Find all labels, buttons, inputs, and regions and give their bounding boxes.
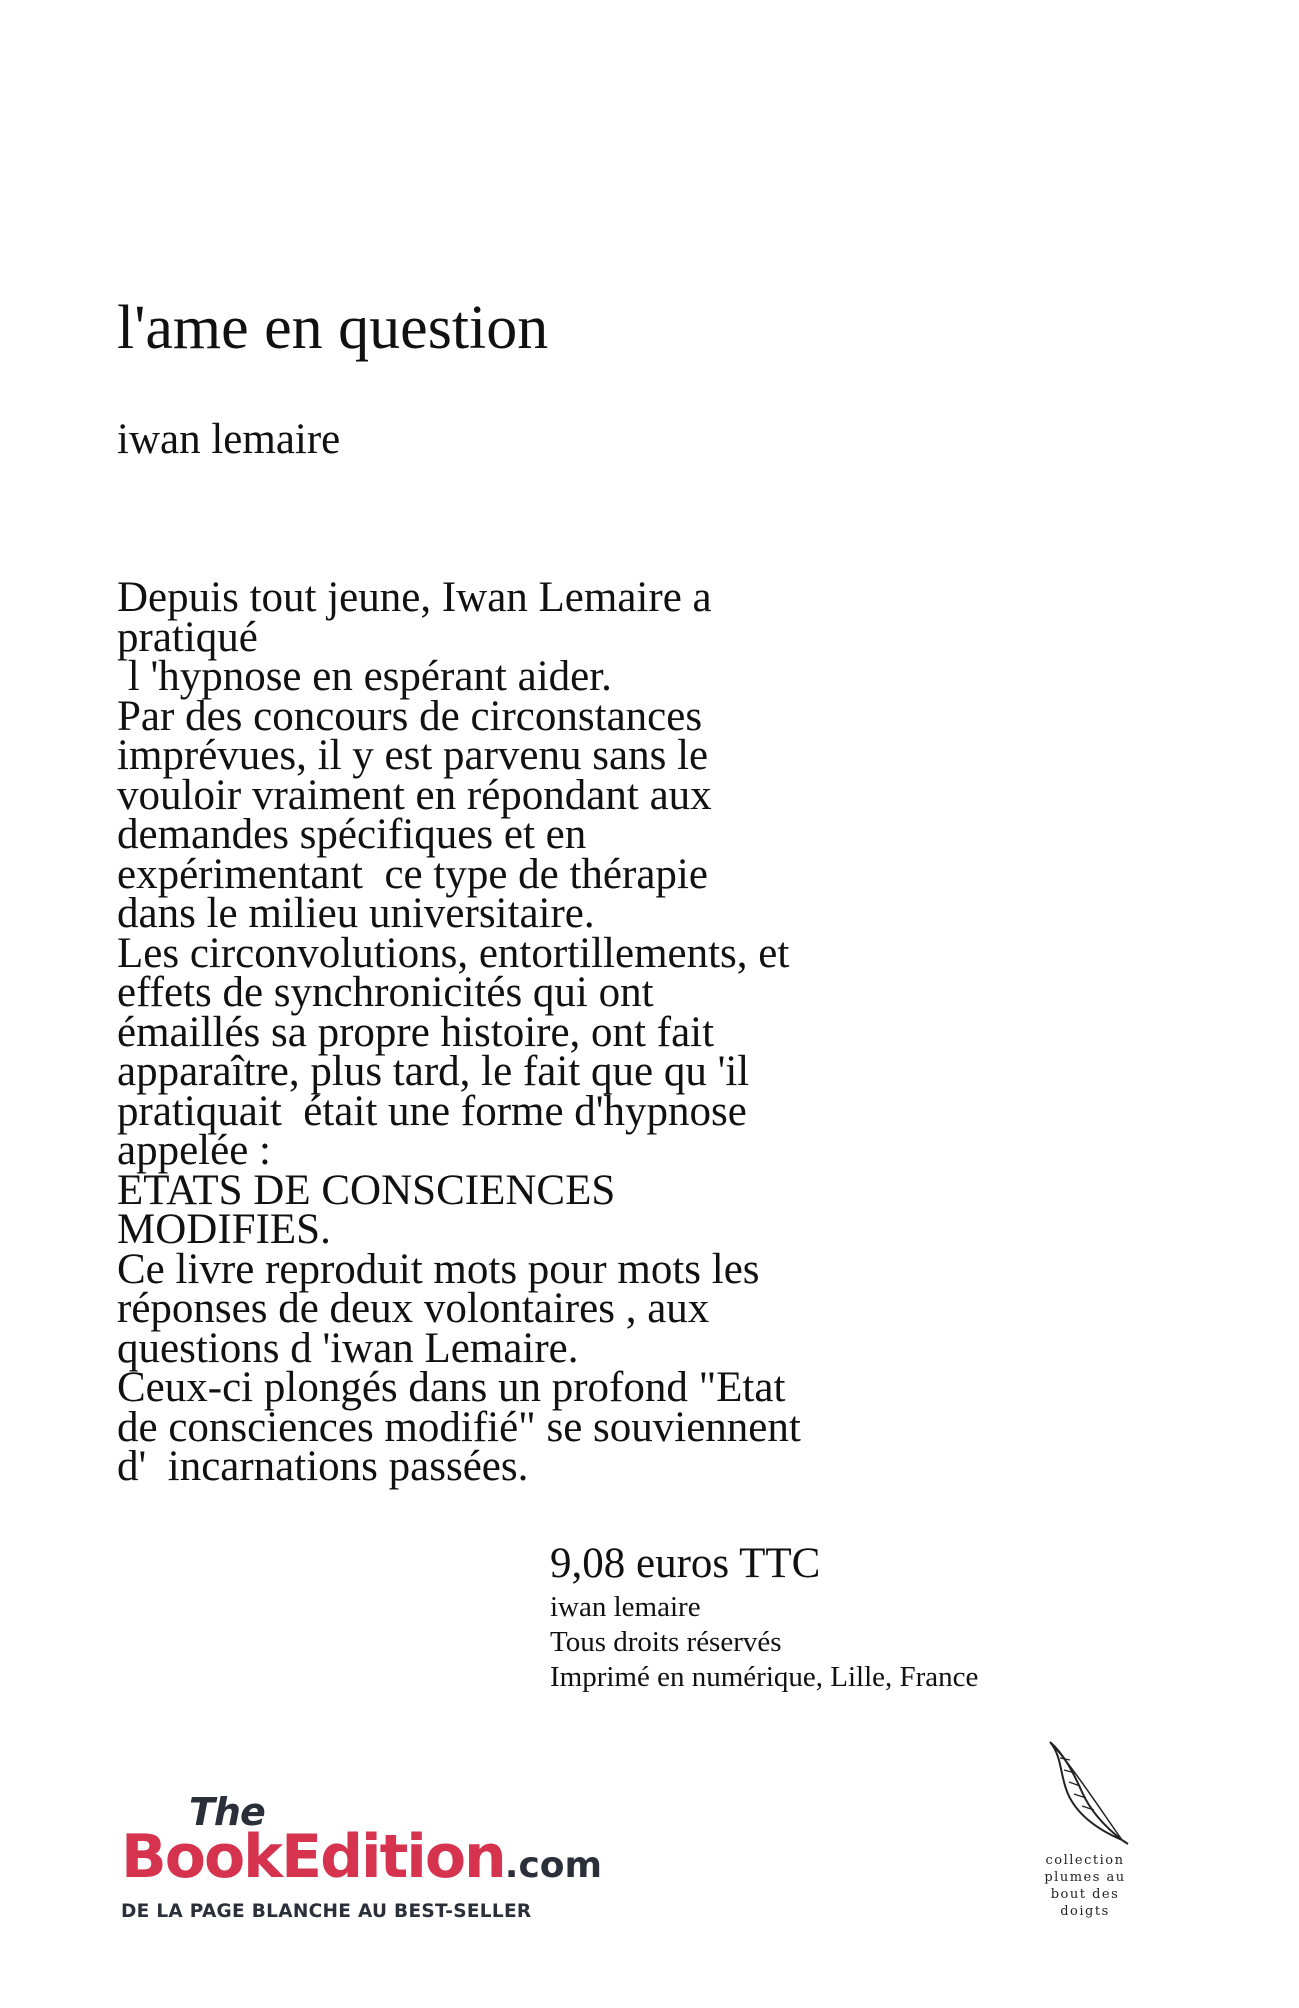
blurb-line: vouloir vraiment en répondant aux xyxy=(117,771,712,819)
blurb-line: dans le milieu universitaire. xyxy=(117,890,595,937)
blurb-line: Les circonvolutions, entortillements, et xyxy=(117,929,790,977)
colophon-author: iwan lemaire xyxy=(550,1591,701,1623)
collection-line: collection xyxy=(1045,1853,1125,1868)
back-cover-blurb xyxy=(117,574,957,1490)
blurb-line: Ce livre reproduit mots pour mots les xyxy=(117,1245,760,1293)
blurb-line: expérimentant ce type de thérapie xyxy=(117,850,708,898)
blurb-line: Depuis tout jeune, Iwan Lemaire a xyxy=(117,574,712,621)
blurb-line: Ceux-ci plongés dans un profond "Etat xyxy=(117,1364,786,1411)
logo-domain: .com xyxy=(504,1845,603,1886)
blurb-line: MODIFIES. xyxy=(117,1206,331,1253)
blurb-line: apparaître, plus tard, le fait que qu 'il xyxy=(117,1048,750,1095)
logo-tagline: DE LA PAGE BLANCHE AU BEST-SELLER xyxy=(121,1901,532,1922)
blurb-line: demandes spécifiques et en xyxy=(117,811,587,858)
blurb-line: Par des concours de circonstances xyxy=(117,692,703,740)
blurb-line: pratiquait était une forme d'hypnose xyxy=(117,1087,747,1135)
book-author: iwan lemaire xyxy=(117,416,341,463)
blurb-line: l 'hypnose en espérant aider. xyxy=(117,653,612,700)
logo-wordmark xyxy=(121,1822,602,1892)
blurb-line: questions d 'iwan Lemaire. xyxy=(117,1324,579,1372)
blurb-line: émaillés sa propre histoire, ont fait xyxy=(117,1008,715,1056)
collection-line: bout des xyxy=(1050,1887,1120,1902)
logo-name: BookEdition xyxy=(121,1822,505,1892)
blurb-line: effets de synchronicités qui ont xyxy=(117,969,654,1016)
blurb-line: imprévues, il y est parvenu sans le xyxy=(117,732,709,779)
blurb-line: pratiqué xyxy=(117,613,258,661)
blurb-line: de consciences modifié" se souviennent xyxy=(117,1403,801,1451)
publisher-logo xyxy=(121,1780,721,1930)
price: 9,08 euros TTC xyxy=(550,1540,821,1587)
rights-notice: Tous droits réservés xyxy=(550,1626,782,1658)
blurb-line: réponses de deux volontaires , aux xyxy=(117,1285,710,1332)
logo-the: The xyxy=(189,1790,265,1834)
book-title: l'ame en question xyxy=(117,294,549,362)
blurb-line: appelée : xyxy=(117,1127,271,1174)
blurb-line: d' incarnations passées. xyxy=(117,1443,529,1490)
quill-icon xyxy=(1042,1736,1132,1846)
colophon xyxy=(550,1538,978,1695)
collection-label xyxy=(1040,1852,1130,1920)
blurb-line: ETATS DE CONSCIENCES xyxy=(117,1166,616,1214)
collection-line: doigts xyxy=(1060,1904,1110,1919)
print-notice: Imprimé en numérique, Lille, France xyxy=(550,1661,979,1693)
collection-line: plumes au xyxy=(1044,1870,1126,1885)
